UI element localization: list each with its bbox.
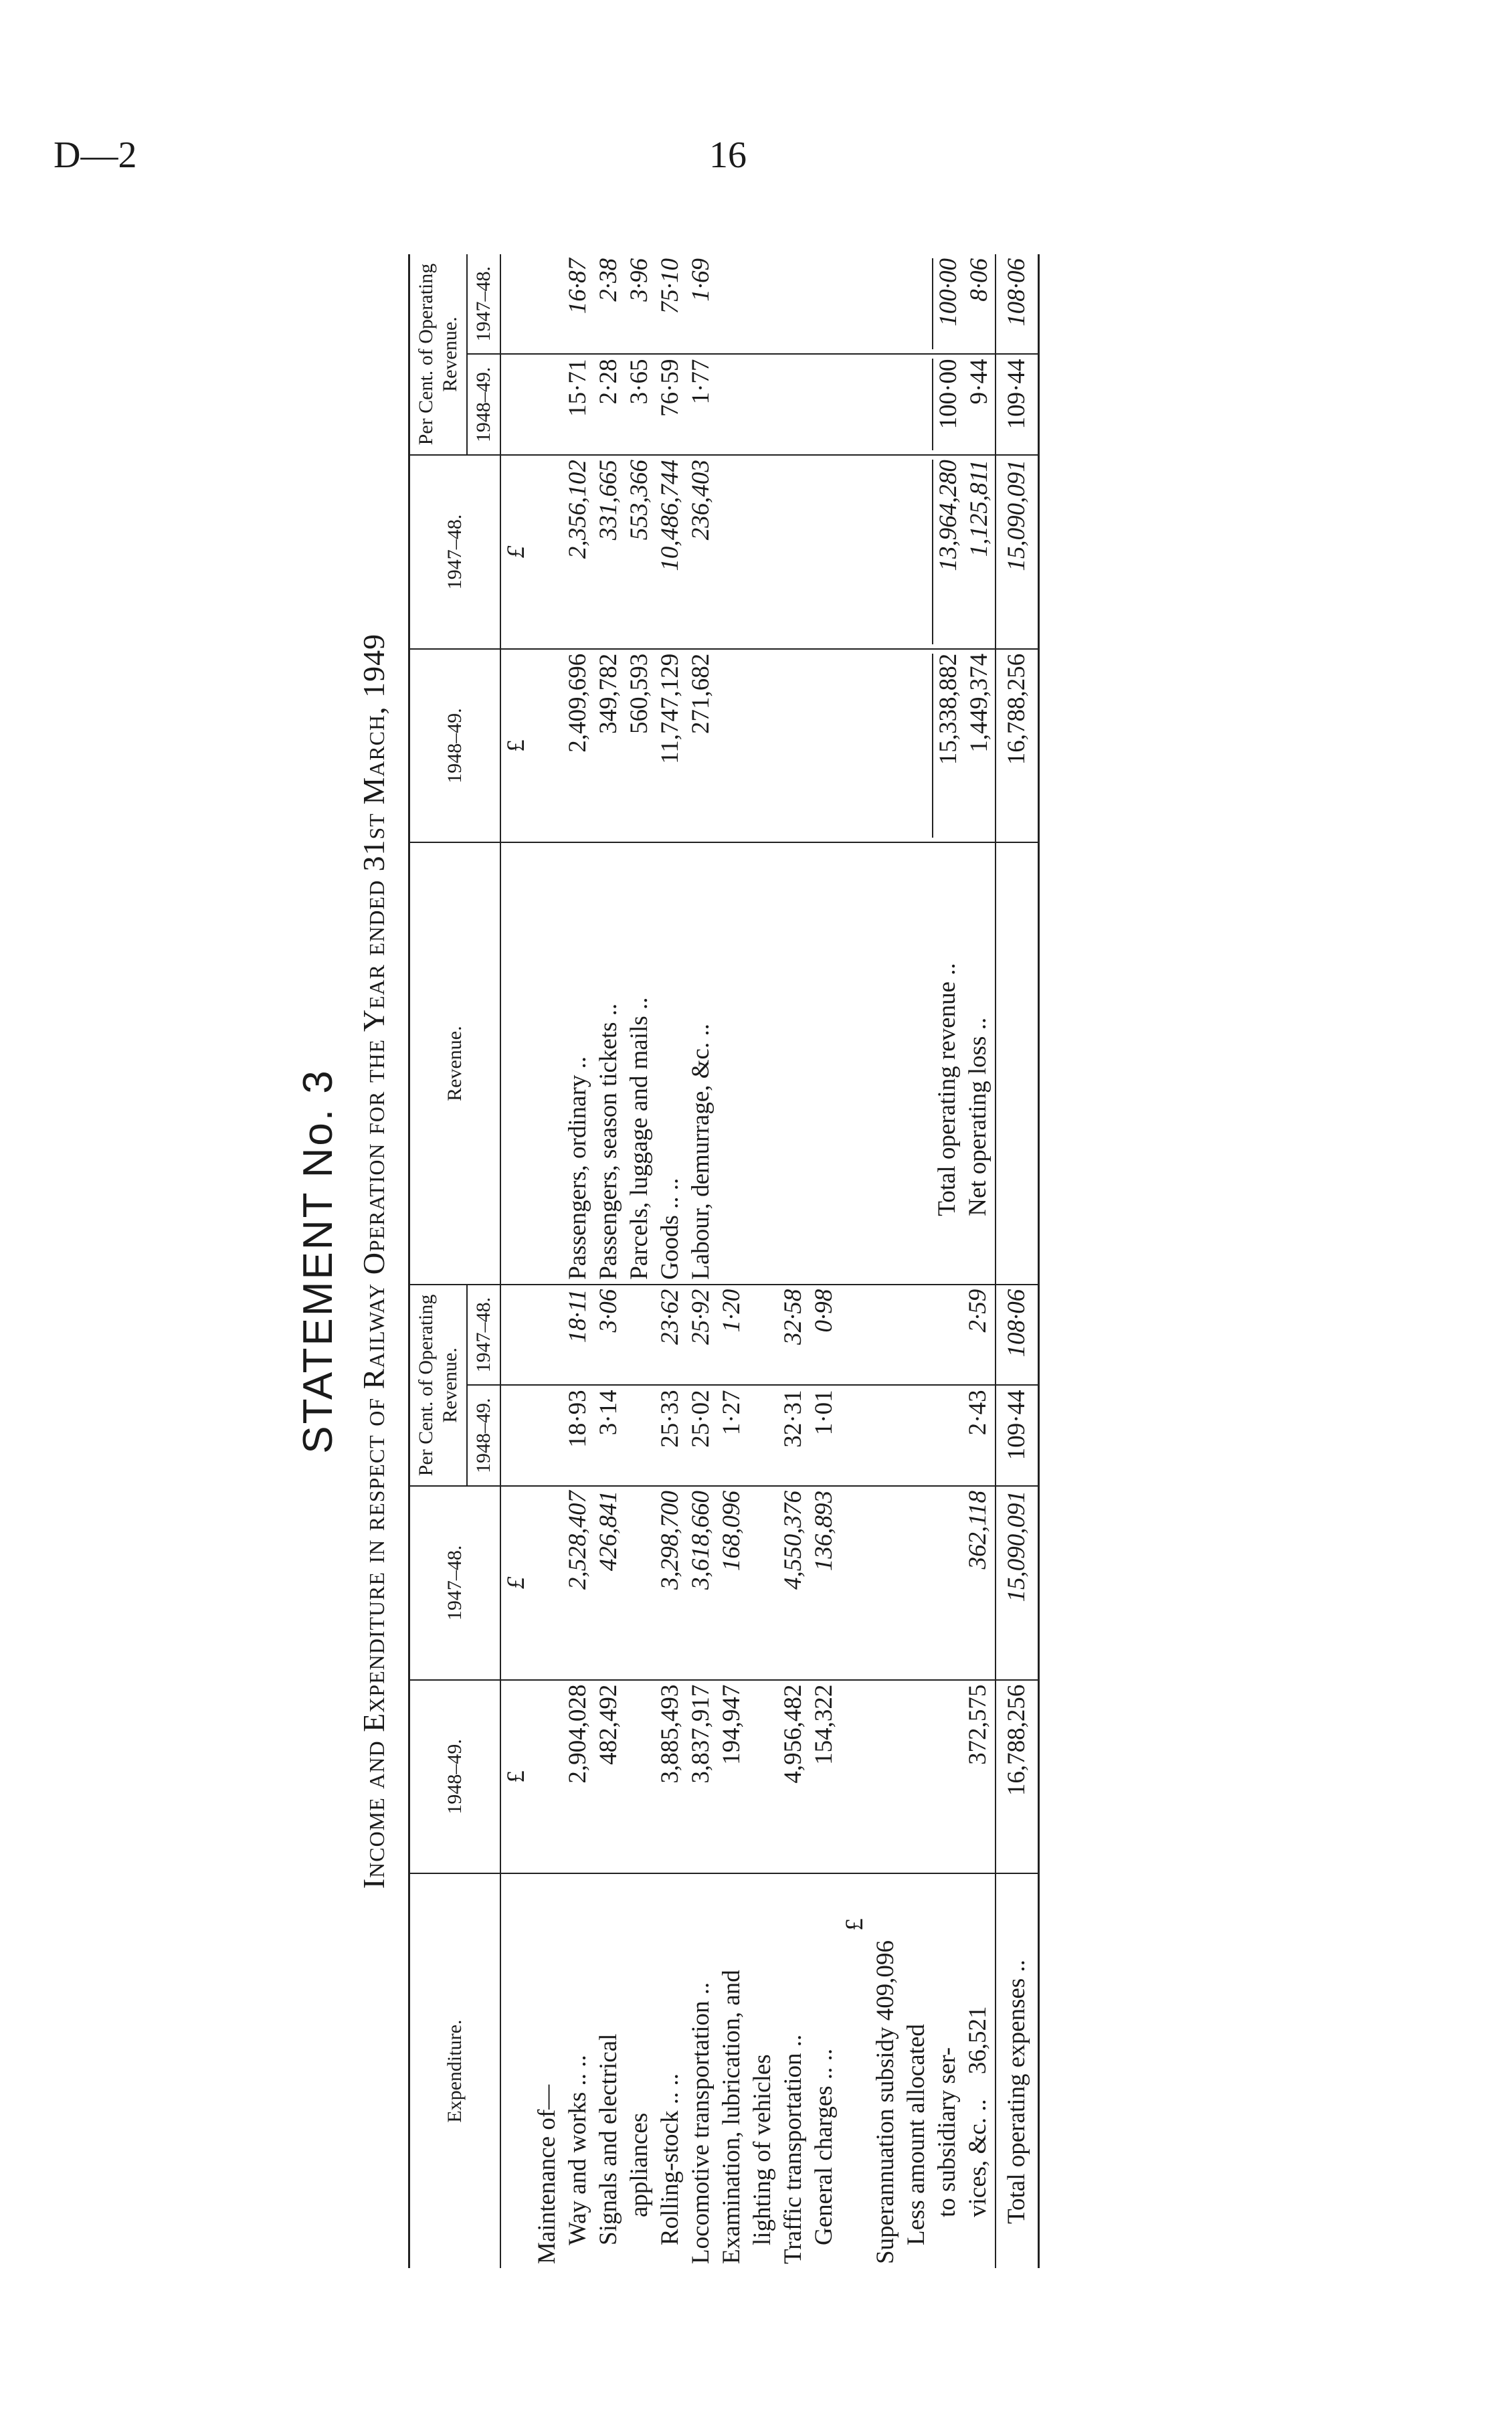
page-number: 16 — [709, 134, 747, 176]
expenditure-labels: Maintenance of— Way and works .. .. Signals and electrical appliances Rolling-stock .. .. Locomotive transportation .. Examination, lubrication, and lighting of vehicles Traffic transportation .. General charges .. .. £ Superannuation subsidy 409,096 Less amount allocated to subsidiary ser- vices, &c. .. 36,521 — [500, 1873, 996, 2268]
exp-label: Examination, lubrication, and — [718, 1970, 745, 2264]
total-rev-year1: 16,788,256 — [996, 649, 1039, 843]
total-rev-pct-year1: 109·44 — [996, 355, 1039, 456]
exp-label: Signals and electrical — [595, 2033, 622, 2245]
exp-pct-year2-values: 18·11 3·06 23·62 25·92 1·20 32·58 0·98 2·59 — [500, 1285, 996, 1386]
total-exp-pct-year2: 108·06 — [996, 1285, 1039, 1386]
rotated-statement — [294, 241, 1244, 2281]
rev-year2-header: 1947–48. — [409, 455, 501, 649]
pound-sign: £ — [841, 1918, 868, 1931]
total-exp-year2: 15,090,091 — [996, 1486, 1039, 1680]
rev-pct-year2-header: 1947–48. — [467, 254, 500, 355]
page-reference: D—2 — [54, 134, 137, 176]
exp-pct-year2-header: 1947–48. — [467, 1285, 500, 1386]
revenue-header: Revenue. — [409, 842, 501, 1284]
exp-year1-values: £ 2,904,028 482,492 3,885,493 3,837,917 194,947 4,956,482 154,322 372,575 — [500, 1680, 996, 1874]
rev-pct-year2-values: 16·87 2·38 3·96 75·10 1·69 100·00 8·06 — [500, 254, 996, 355]
maintenance-heading: Maintenance of— — [533, 2084, 561, 2264]
revenue-labels: Passengers, ordinary .. Passengers, season tickets .. Parcels, luggage and mails .. Goods .. .. Labour, demurrage, &c. .. Total operating revenue .. Net operating loss .. — [500, 842, 996, 1284]
rev-pct-header: Per Cent. of Operating Revenue. — [409, 254, 468, 455]
exp-pct-year1-header: 1948–49. — [467, 1385, 500, 1486]
exp-label: lighting of vehicles — [749, 2054, 776, 2245]
exp-year2-header: 1947–48. — [409, 1486, 501, 1680]
statement-title: STATEMENT No. 3 — [295, 1068, 341, 1454]
exp-year2-values: £ 2,528,407 426,841 3,298,700 3,618,660 168,096 4,550,376 136,893 362,118 — [500, 1486, 996, 1680]
exp-pct-header: Per Cent. of Operating Revenue. — [409, 1285, 468, 1486]
exp-year1-header: 1948–49. — [409, 1680, 501, 1874]
rev-year1-header: 1948–49. — [409, 649, 501, 843]
income-expenditure-table — [408, 254, 1040, 2268]
expenditure-header: Expenditure. — [409, 1873, 501, 2268]
less-allocated: Less amount allocated — [903, 2024, 930, 2245]
exp-label: appliances — [626, 2112, 653, 2217]
total-revenue-label-blank — [996, 842, 1039, 1284]
total-exp-year1: 16,788,256 — [996, 1680, 1039, 1874]
rev-year2-values: £ 2,356,102 331,665 553,366 10,486,744 236,403 13,964,280 1,125,811 — [500, 455, 996, 649]
total-rev-pct-year2: 108·06 — [996, 254, 1039, 355]
rev-pct-year1-header: 1948–49. — [467, 355, 500, 456]
exp-pct-year1-values: 18·93 3·14 25·33 25·02 1·27 32·31 1·01 2·43 — [500, 1385, 996, 1486]
rev-year1-values: £ 2,409,696 349,782 560,593 11,747,129 271,682 15,338,882 1,449,374 — [500, 649, 996, 843]
rev-pct-year1-values: 15·71 2·28 3·65 76·59 1·77 100·00 9·44 — [500, 355, 996, 456]
statement-subtitle: Income and Expenditure in respect of Railway Operation for the Year ended 31st March, 1949 — [357, 633, 391, 1889]
subsidiary-line: to subsidiary ser- — [933, 2047, 961, 2217]
total-exp-pct-year1: 109·44 — [996, 1385, 1039, 1486]
total-expenses-label: Total operating expenses .. — [996, 1873, 1039, 2268]
total-rev-year2: 15,090,091 — [996, 455, 1039, 649]
